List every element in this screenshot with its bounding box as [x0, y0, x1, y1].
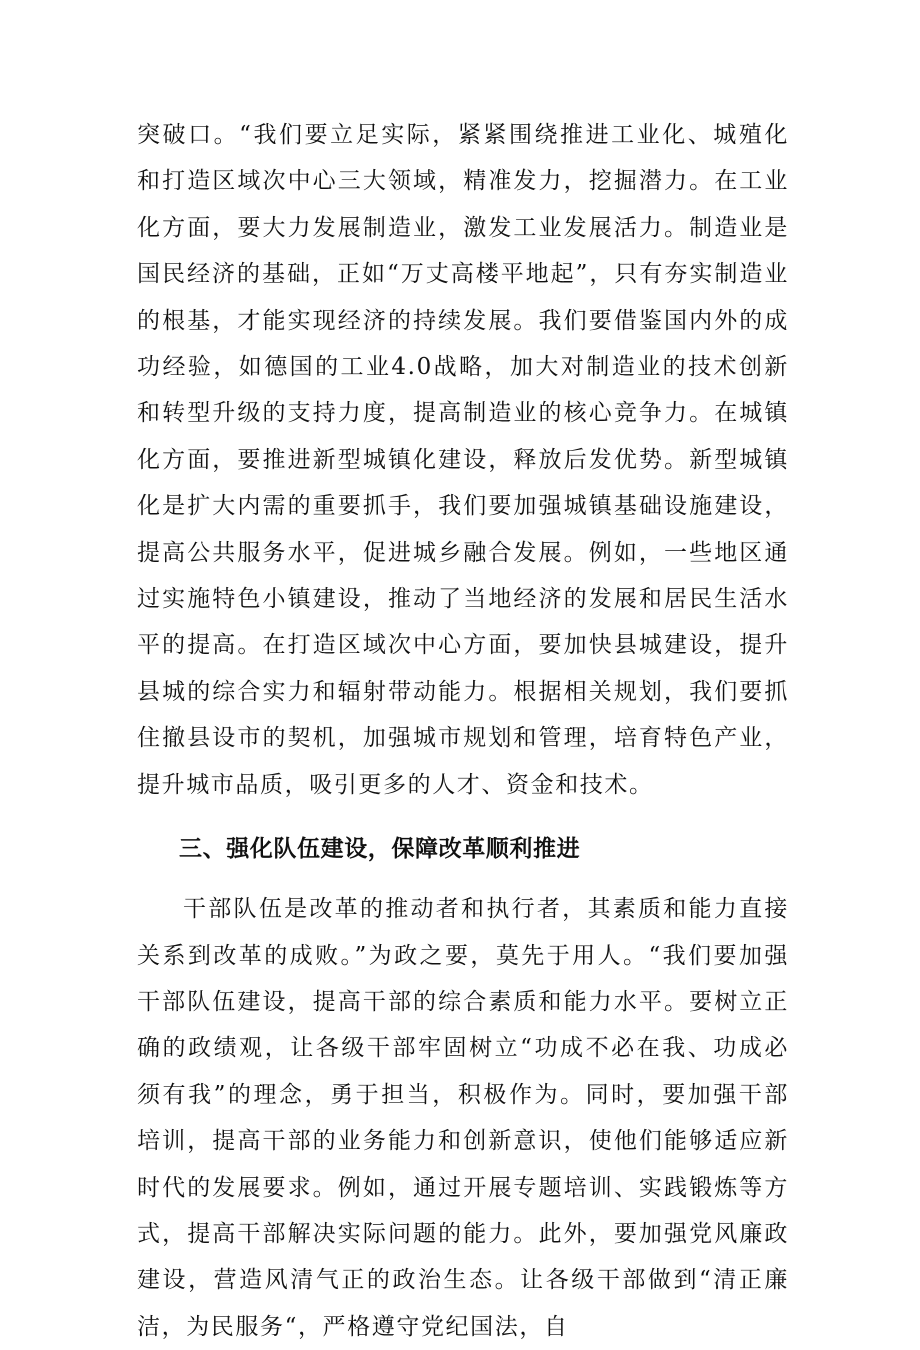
section-heading: 三、强化队伍建设，保障改革顺利推进: [179, 836, 581, 863]
body-paragraph-continued: 突破口。“我们要立足实际，紧紧围绕推进工业化、城殖化和打造区域次中心三大领域，精准发力，挖掘潜力。在工业化方面，要大力发展制造业，激发工业发展活力。制造业是国民经济的基础，正如“万丈高楼平地起”，只有夯实制造业的根基，才能实现经济的持续发展。我们要借鉴国内外的成功经验，如德国的工业4.0战略，加大对制造业的技术创新和转型升级的支持力度，提高制造业的核心竞争力。在城镇化方面，要推进新型城镇化建设，释放后发优势。新型城镇化是扩大内需的重要抓手，我们要加强城镇基础设施建设，提高公共服务水平，促进城乡融合发展。例如，一些地区通过实施特色小镇建设，推动了当地经济的发展和居民生活水平的提高。在打造区域次中心方面，要加快县城建设，提升县城的综合实力和辐射带动能力。根据相关规划，我们要抓住撤县设市的契机，加强城市规划和管理，培育特色产业，提升城市品质，吸引更多的人才、资金和技术。: [137, 122, 789, 798]
body-paragraph-team-building: 干部队伍是改革的推动者和执行者，其素质和能力直接关系到改革的成败。”为政之要，莫先于用人。“我们要加强干部队伍建设，提高干部的综合素质和能力水平。要树立正确的政绩观，让各级干部牢固树立“功成不必在我、功成必须有我”的理念，勇于担当，积极作为。同时，要加强干部培训，提高干部的业务能力和创新意识，使他们能够适应新时代的发展要求。例如，通过开展专题培训、实践锻炼等方式，提高干部解决实际问题的能力。此外，要加强党风廉政建设，营造风清气正的政治生态。让各级干部做到“清正廉洁，为民服务“，严格遵守党纪国法，自: [137, 896, 789, 1340]
document-body: [137, 112, 789, 1350]
